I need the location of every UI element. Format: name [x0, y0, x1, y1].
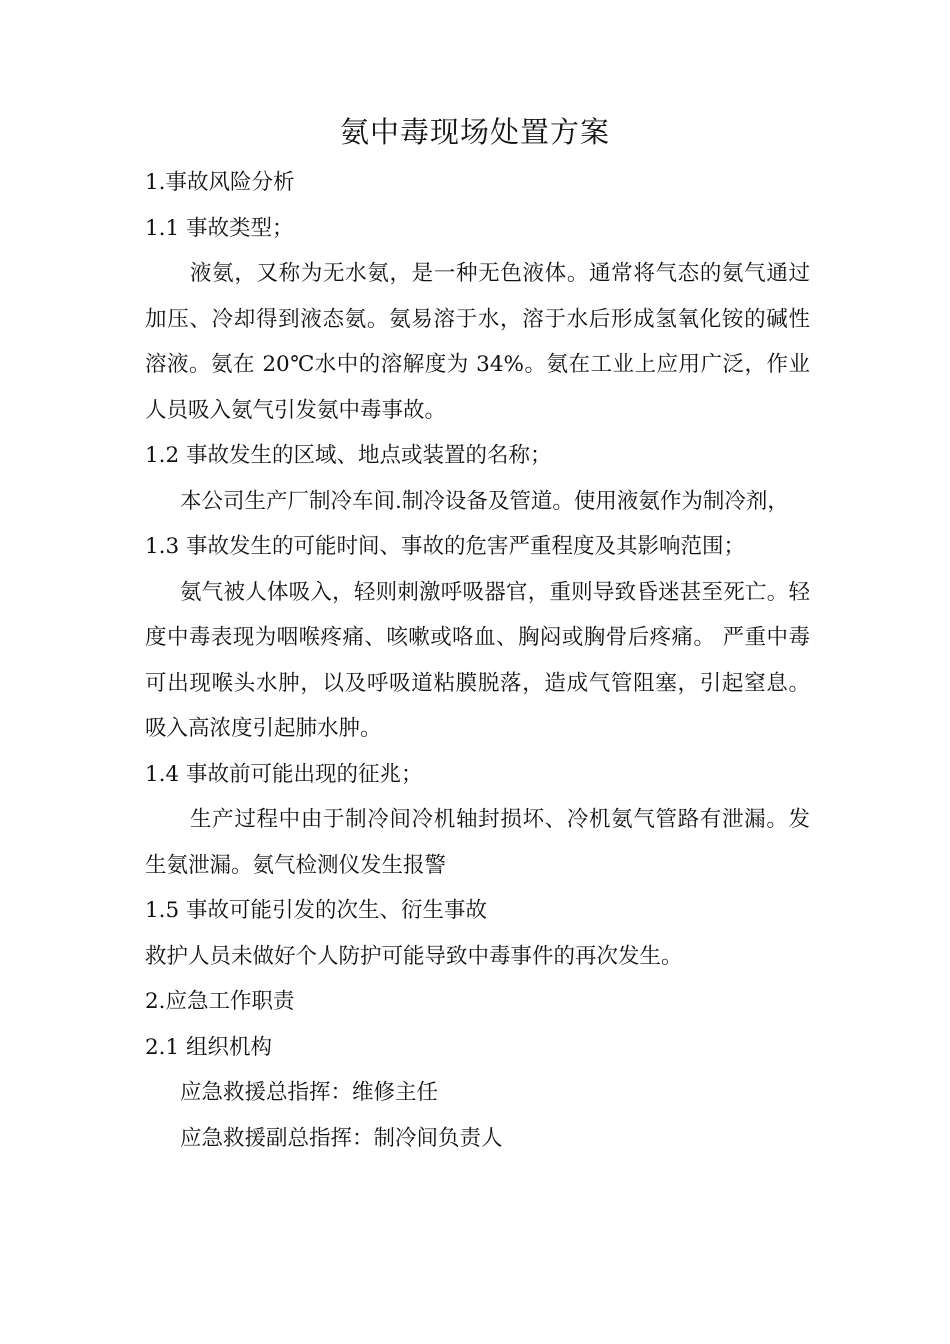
section-heading-2: 2.应急工作职责: [145, 989, 295, 1014]
paragraph-signs: 生产过程中由于制冷间冷机轴封损坏、冷机氨气管路有泄漏。发生氨泄漏。氨气检测仪发生报警: [145, 807, 810, 878]
document-body: [145, 160, 810, 1161]
section-heading-2-1: 2.1 组织机构: [145, 1034, 273, 1060]
paragraph-accident-type: 液氨，又称为无水氨，是一种无色液体。通常将气态的氨气通过加压、冷却得到液态氨。氨易溶于水，溶于水后形成氢氧化铵的碱性溶液。氨在 20℃水中的溶解度为 34%。氨在工业上应用广泛，作业人员吸入氨气引发氨中毒事故。: [145, 261, 810, 423]
section-heading-1-4: 1.4 事故前可能出现的征兆；: [145, 761, 423, 787]
paragraph-secondary-accident: 救护人员未做好个人防护可能导致中毒事件的再次发生。: [145, 943, 683, 969]
role-commander: 应急救援总指挥：维修主任: [180, 1080, 439, 1105]
section-heading-1-1: 1.1 事故类型；: [145, 215, 294, 241]
section-heading-1: 1.事故风险分析: [145, 170, 295, 195]
section-heading-1-5: 1.5 事故可能引发的次生、衍生事故: [145, 898, 488, 923]
section-heading-1-3: 1.3 事故发生的可能时间、事故的危害严重程度及其影响范围；: [145, 534, 746, 559]
paragraph-hazard: 氨气被人体吸入，轻则刺激呼吸器官，重则导致昏迷甚至死亡。轻度中毒表现为咽喉疼痛、咳嗽或咯血、胸闷或胸骨后疼痛。 严重中毒可出现喉头水肿，以及呼吸道粘膜脱落，造成气管阻塞，引起窒息。吸入高浓度引起肺水肿。: [145, 579, 810, 741]
document-title: 氨中毒现场处置方案: [339, 115, 610, 149]
paragraph-location: 本公司生产厂制冷车间.制冷设备及管道。使用液氨作为制冷剂，: [180, 488, 789, 514]
role-deputy-commander: 应急救援副总指挥：制冷间负责人: [180, 1125, 503, 1151]
section-heading-1-2: 1.2 事故发生的区域、地点或装置的名称；: [145, 443, 552, 468]
